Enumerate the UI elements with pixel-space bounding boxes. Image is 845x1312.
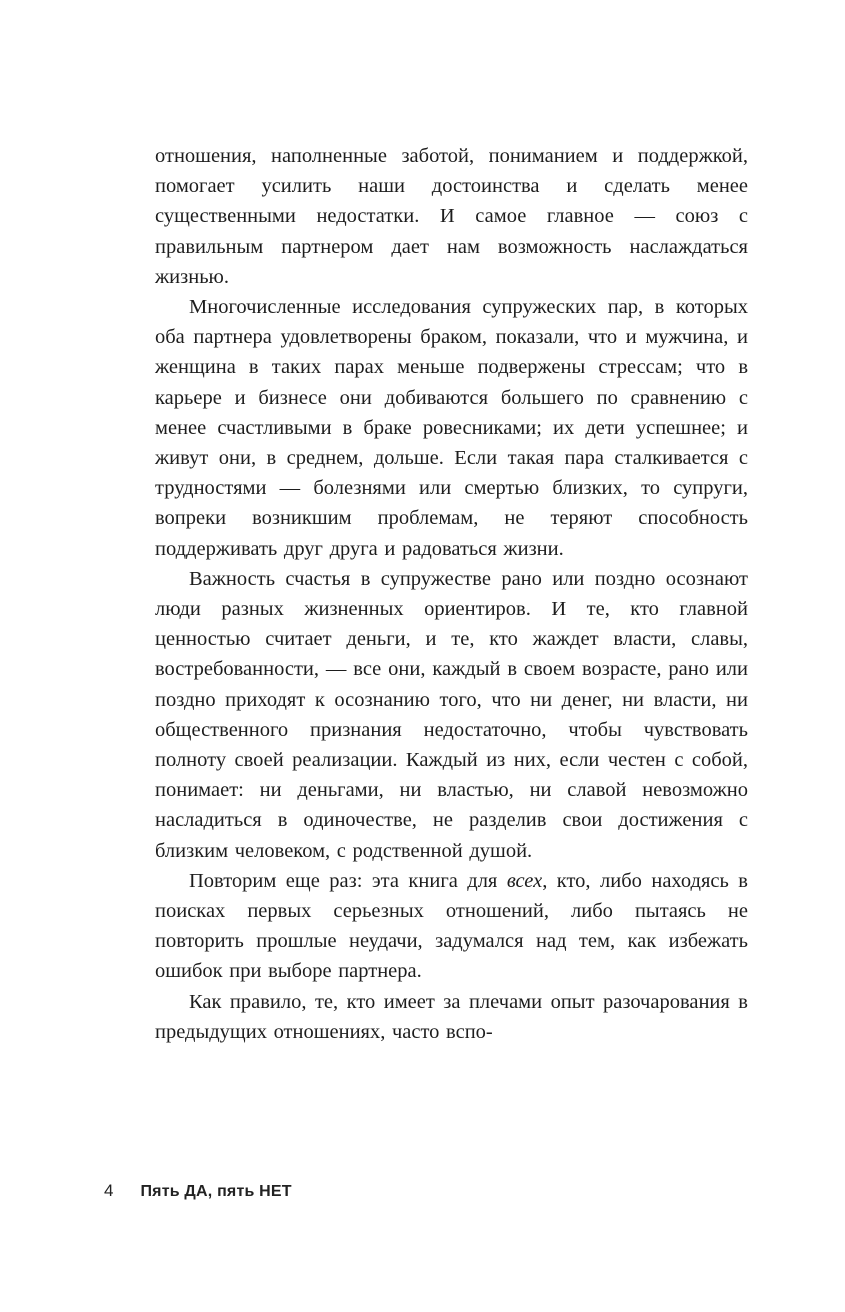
paragraph: Как правило, те, кто имеет за плечами опыт разочарования в предыдущих отношениях, часто вспо- xyxy=(155,990,748,1043)
page-number: 4 xyxy=(104,1181,114,1200)
paragraph: Многочисленные исследования супружеских пар, в которых оба партнера удовлетворены браком, показали, что и мужчина, и женщина в таких парах меньше подвержены стрессам; что в карьере и бизнесе они добиваются большего по сравнению с менее счастливыми в браке ровесниками; их дети успешнее; и живут они, в среднем, дольше. Если такая пара сталкивается с трудностями — болезнями или смертью близких, то супруги, вопреки возникшим проблемам, не теряют способность поддерживать друг друга и радоваться жизни. xyxy=(155,296,748,560)
paragraph-text: , кто, либо находясь в поисках первых серьезных отношений, либо пытаясь не повторить прошлые неудачи, задумался над тем, как избежать ошибок при выборе партнера. xyxy=(155,869,748,983)
paragraph: отношения, наполненные заботой, пониманием и поддержкой, помогает усилить наши достоинства и сделать менее существенными недостатки. И самое главное — союз с правильным партнером дает нам возможность наслаждаться жизнью. xyxy=(155,145,748,288)
running-title: Пять ДА, пять НЕТ xyxy=(140,1183,292,1200)
text-block xyxy=(155,141,748,1047)
emphasized-word: всех xyxy=(506,869,543,892)
paragraph: Важность счастья в супружестве рано или поздно осознают люди разных жизненных ориентиров. И те, кто главной ценностью считает деньги, и те, кто жаждет власти, славы, востребованности, — все они, каждый в своем возрасте, рано или поздно приходят к осознанию того, что ни денег, ни власти, ни общественного признания недостаточно, чтобы чувствовать полноту своей реализации. Каждый из них, если честен с собой, понимает: ни деньгами, ни властью, ни славой невозможно насладиться в одиночестве, не разделив свои достижения с близким человеком, с родственной душой. xyxy=(155,567,748,862)
paragraph-text: Повторим еще раз: эта книга для xyxy=(189,869,507,892)
page-footer xyxy=(104,1181,292,1201)
paragraph xyxy=(155,866,748,987)
